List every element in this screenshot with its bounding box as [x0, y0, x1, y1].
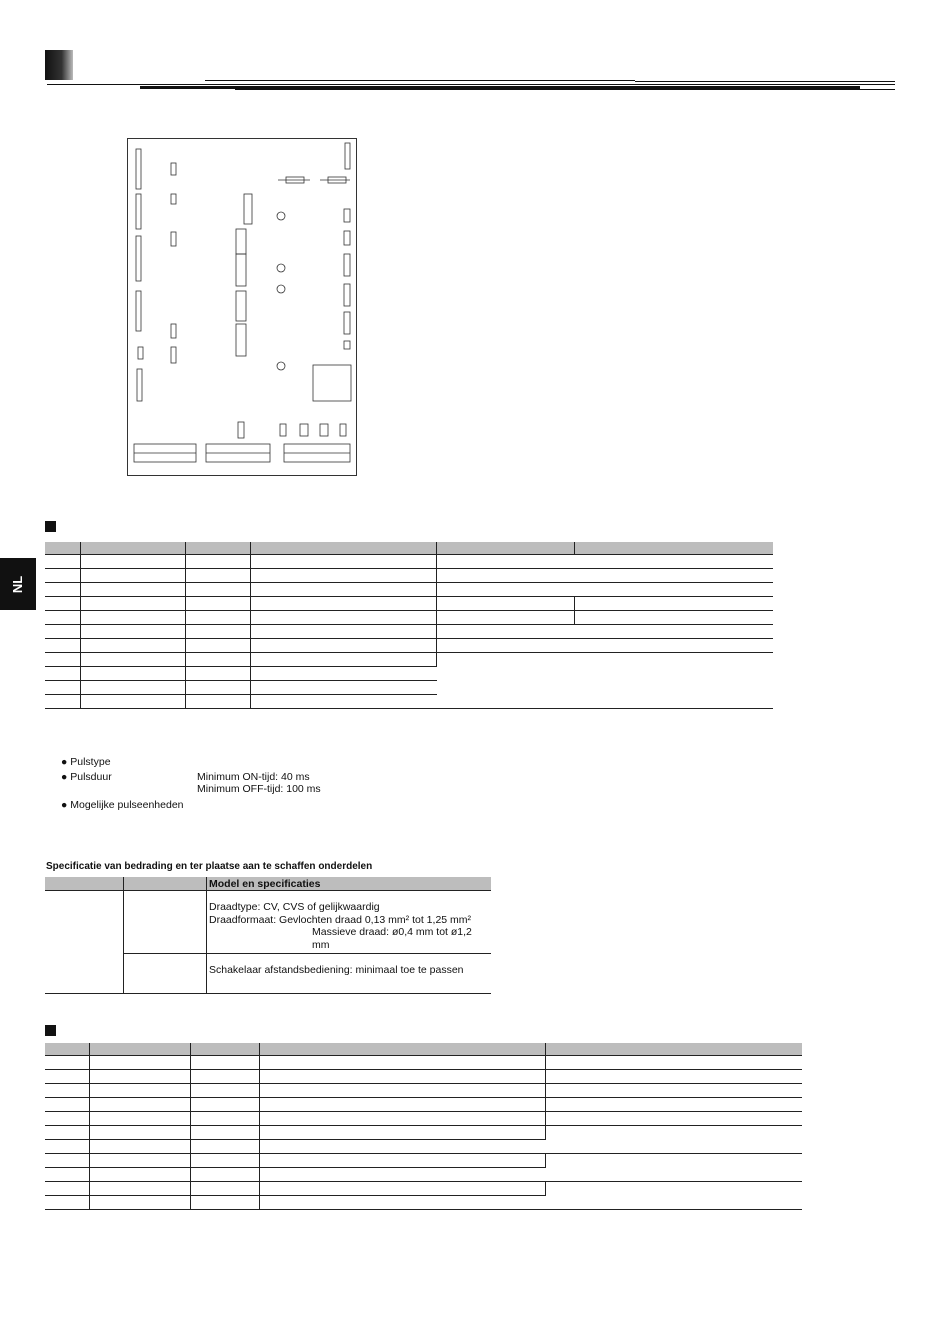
table-row — [45, 555, 773, 569]
pcb-drawing — [128, 139, 358, 477]
wire-size: Draadformaat: Gevlochten draad 0,13 mm² tot 1,25 mm² — [209, 913, 472, 926]
bullet-pulse-duration: ● Pulsduur — [61, 771, 112, 783]
spec-table — [45, 877, 491, 994]
table-row — [45, 1070, 802, 1084]
wire-type: Draadtype: CV, CVS of gelijkwaardig — [209, 901, 380, 913]
spec-row-wiring — [45, 891, 491, 954]
wire-spec-cell — [207, 891, 492, 954]
table-row — [45, 1112, 802, 1126]
table-row — [45, 653, 773, 667]
header-rule-bottom — [235, 89, 895, 90]
pulse-on-time: Minimum ON-tijd: 40 ms — [197, 771, 310, 783]
table-row — [45, 569, 773, 583]
section-marker-square — [45, 521, 56, 532]
section-marker-block — [45, 50, 73, 80]
table-row — [45, 1098, 802, 1112]
header-rule-mid — [47, 84, 895, 85]
spec-header-model: Model en specificaties — [207, 877, 492, 891]
pulse-off-time: Minimum OFF-tijd: 100 ms — [197, 783, 321, 795]
table-row — [45, 1126, 802, 1140]
header-rule-top — [205, 80, 635, 81]
switch-note: Schakelaar afstandsbediening: minimaal toe te passen — [207, 954, 492, 994]
solid-wire: Massieve draad: ø0,4 mm tot ø1,2 mm — [312, 926, 472, 951]
table-row — [45, 1154, 802, 1168]
table-header-row — [45, 1043, 802, 1056]
bullet-pulse-units: ● Mogelijke pulseenheden — [61, 799, 184, 811]
language-tab — [0, 558, 36, 610]
bullet-pulse-type: ● Pulstype — [61, 756, 111, 768]
language-tab-label: NL — [10, 575, 26, 593]
table-row — [45, 1182, 802, 1196]
header-rule-top-2 — [635, 81, 895, 82]
spec-title: Specificatie van bedrading en ter plaatse aan te schaffen onderdelen — [46, 861, 373, 872]
terminal-table-1 — [45, 542, 773, 709]
table-row — [45, 1056, 802, 1070]
table-row — [45, 611, 773, 625]
table-row — [45, 639, 773, 653]
table-row — [45, 583, 773, 597]
table-row — [45, 597, 773, 611]
table-row — [45, 625, 773, 639]
table-row — [45, 1084, 802, 1098]
terminal-table-2 — [45, 1043, 802, 1210]
table-header-row — [45, 542, 773, 555]
pcb-diagram — [127, 138, 357, 476]
section-marker-square-2 — [45, 1025, 56, 1036]
spec-header-row — [45, 877, 491, 891]
